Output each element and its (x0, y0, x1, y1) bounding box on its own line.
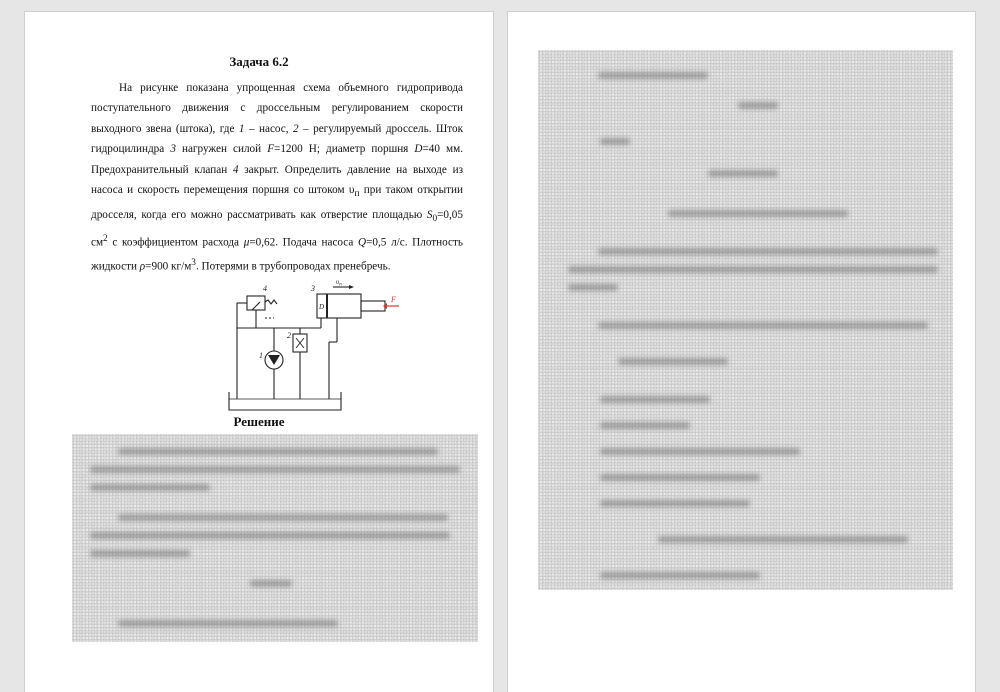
blurred-line (90, 484, 210, 491)
velocity-arrow-head (349, 285, 354, 289)
label-force: F (391, 295, 396, 304)
blurred-formula (250, 580, 292, 587)
blurred-line (600, 474, 760, 481)
text-run-italic: μ (243, 237, 250, 250)
text-run-italic: S (426, 208, 433, 221)
problem-paragraph (91, 78, 463, 278)
text-run-italic: 2 (293, 122, 299, 135)
blurred-line (90, 550, 190, 557)
blurred-line (600, 422, 690, 429)
label-cylinder: 3 (311, 284, 315, 293)
blurred-line (568, 284, 618, 291)
pump-direction-triangle (268, 355, 280, 365)
blurred-formula (708, 170, 778, 177)
text-run: – насос, (244, 122, 294, 135)
blurred-formula (618, 358, 728, 365)
hydraulic-scheme-diagram (199, 280, 399, 418)
blurred-line (118, 514, 448, 521)
velocity-symbol: υ (336, 280, 340, 286)
text-run: На рисунке показана упрощенная схема объемного гидропривода поступательного движения с дроссельным регулированием скорости выходного звена (штока), где (91, 82, 463, 135)
blurred-line (598, 72, 708, 79)
blurred-formula (738, 102, 778, 109)
blurred-line (600, 396, 710, 403)
relief-valve-arrow (252, 302, 260, 310)
blurred-solution-content (72, 434, 478, 642)
label-velocity (336, 280, 342, 288)
blurred-line (118, 620, 338, 627)
text-run-italic: 3 (170, 143, 176, 156)
text-run-italic: 4 (232, 163, 239, 176)
blurred-line (90, 466, 460, 473)
blurred-line (600, 138, 630, 145)
text-run: – регулируемый дроссель. Шток гидроцилиндра (91, 122, 464, 156)
text-run-sup: 3 (191, 258, 196, 269)
piston-rod (361, 301, 385, 311)
text-run: . Потерями в трубопроводах пренебречь. (195, 261, 391, 274)
text-run: нагружен силой (175, 143, 268, 156)
blurred-formula (668, 210, 848, 217)
label-diameter: D (319, 303, 325, 311)
blurred-line (598, 248, 938, 255)
task-title: Задача 6.2 (229, 54, 289, 69)
text-run: =900 кг/м (145, 261, 192, 274)
blurred-solution-content (538, 50, 953, 590)
solution-title: Решение (233, 414, 285, 429)
blurred-line (600, 448, 800, 455)
text-run-sub: п (354, 189, 360, 200)
document-page-right (508, 12, 975, 692)
problem-statement (91, 78, 463, 278)
text-run: с коэффициентом расхода (107, 237, 244, 250)
document-page-left (25, 12, 493, 692)
text-run-italic: D (414, 143, 423, 156)
text-run: при таком открытии дросселя, когда его можно рассматривать как отверстие площадью (91, 184, 464, 221)
text-run: =40 мм. Предохранительный клапан (91, 143, 463, 176)
text-run-italic: ρ (139, 261, 146, 274)
text-run: =1200 Н; диаметр поршня (274, 143, 415, 156)
tank (229, 392, 341, 410)
text-run-italic: Q (358, 237, 367, 250)
blurred-line (568, 266, 938, 273)
text-run-italic: 1 (238, 122, 245, 135)
text-run-italic: F (267, 143, 275, 156)
relief-valve-spring (265, 300, 277, 304)
blurred-line (118, 448, 438, 455)
label-throttle: 2 (287, 331, 291, 340)
label-pump: 1 (259, 351, 263, 360)
blurred-formula (598, 322, 928, 329)
text-run-sub: 0 (432, 213, 438, 224)
text-run: закрыт. Определить давление на выходе из насоса и скорость перемещения поршня со штоком υ (91, 163, 463, 197)
throttle-cross (296, 338, 304, 348)
velocity-subscript: п (339, 282, 342, 288)
label-valve: 4 (263, 284, 267, 293)
relief-valve-symbol (247, 296, 265, 310)
blurred-line (90, 532, 450, 539)
blurred-line (600, 572, 760, 579)
text-run: =0,05 см (91, 208, 463, 250)
text-run-sup: 2 (103, 234, 108, 245)
text-run: =0,62. Подача насоса (249, 237, 359, 250)
blurred-formula (658, 536, 908, 543)
blurred-line (600, 500, 750, 507)
text-run: =0,5 л/с. Плотность жидкости (91, 237, 463, 274)
